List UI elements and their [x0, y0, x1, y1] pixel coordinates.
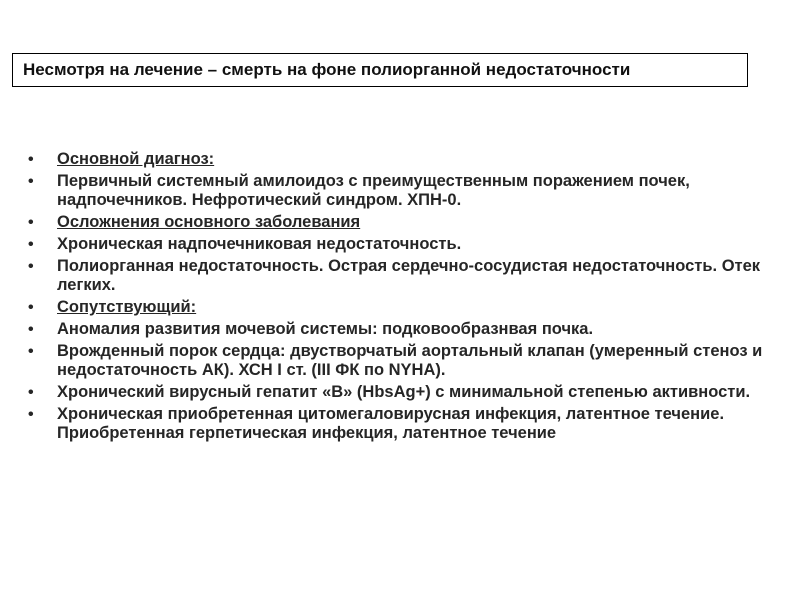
diagnosis-list	[28, 150, 788, 446]
bullet-icon: •	[28, 173, 34, 190]
list-item	[28, 172, 788, 210]
list-item	[28, 213, 788, 232]
bullet-icon: •	[28, 151, 34, 168]
list-item	[28, 235, 788, 254]
item-text: Хроническая надпочечниковая недостаточность.	[57, 235, 462, 253]
heading-main-diagnosis: Основной диагноз:	[57, 150, 215, 168]
list-item	[28, 150, 788, 169]
item-text: Полиорганная недостаточность. Острая сердечно-сосудистая недостаточность. Отек легких.	[57, 257, 761, 294]
heading-complications: Осложнения основного заболевания	[57, 213, 361, 231]
list-item	[28, 383, 788, 402]
bullet-icon: •	[28, 406, 34, 423]
item-text: Хронический вирусный гепатит «В» (HbsAg+) с минимальной степенью активности.	[57, 383, 751, 401]
list-item	[28, 342, 788, 380]
bullet-icon: •	[28, 236, 34, 253]
list-item	[28, 320, 788, 339]
bullet-icon: •	[28, 343, 34, 360]
item-text: Врожденный порок сердца: двустворчатый аортальный клапан (умеренный стеноз и недостаточность АК). ХСН I ст. (III ФК по NYHA).	[57, 342, 763, 379]
bullet-icon: •	[28, 321, 34, 338]
bullet-icon: •	[28, 299, 34, 316]
bullet-icon: •	[28, 258, 34, 275]
slide-title: Несмотря на лечение – смерть на фоне полиорганной недостаточности	[12, 53, 748, 87]
bullet-icon: •	[28, 384, 34, 401]
item-text: Аномалия развития мочевой системы: подковообразнвая почка.	[57, 320, 594, 338]
list-item	[28, 405, 788, 443]
item-text: Первичный системный амилоидоз с преимущественным поражением почек, надпочечников. Нефротический синдром. ХПН-0.	[57, 172, 690, 209]
heading-concomitant: Сопутствующий:	[57, 298, 197, 316]
list-item	[28, 298, 788, 317]
item-text: Хроническая приобретенная цитомегаловирусная инфекция, латентное течение. Приобретенная герпетическая инфекция, латентное течение	[57, 405, 725, 442]
list-item	[28, 257, 788, 295]
bullet-icon: •	[28, 214, 34, 231]
